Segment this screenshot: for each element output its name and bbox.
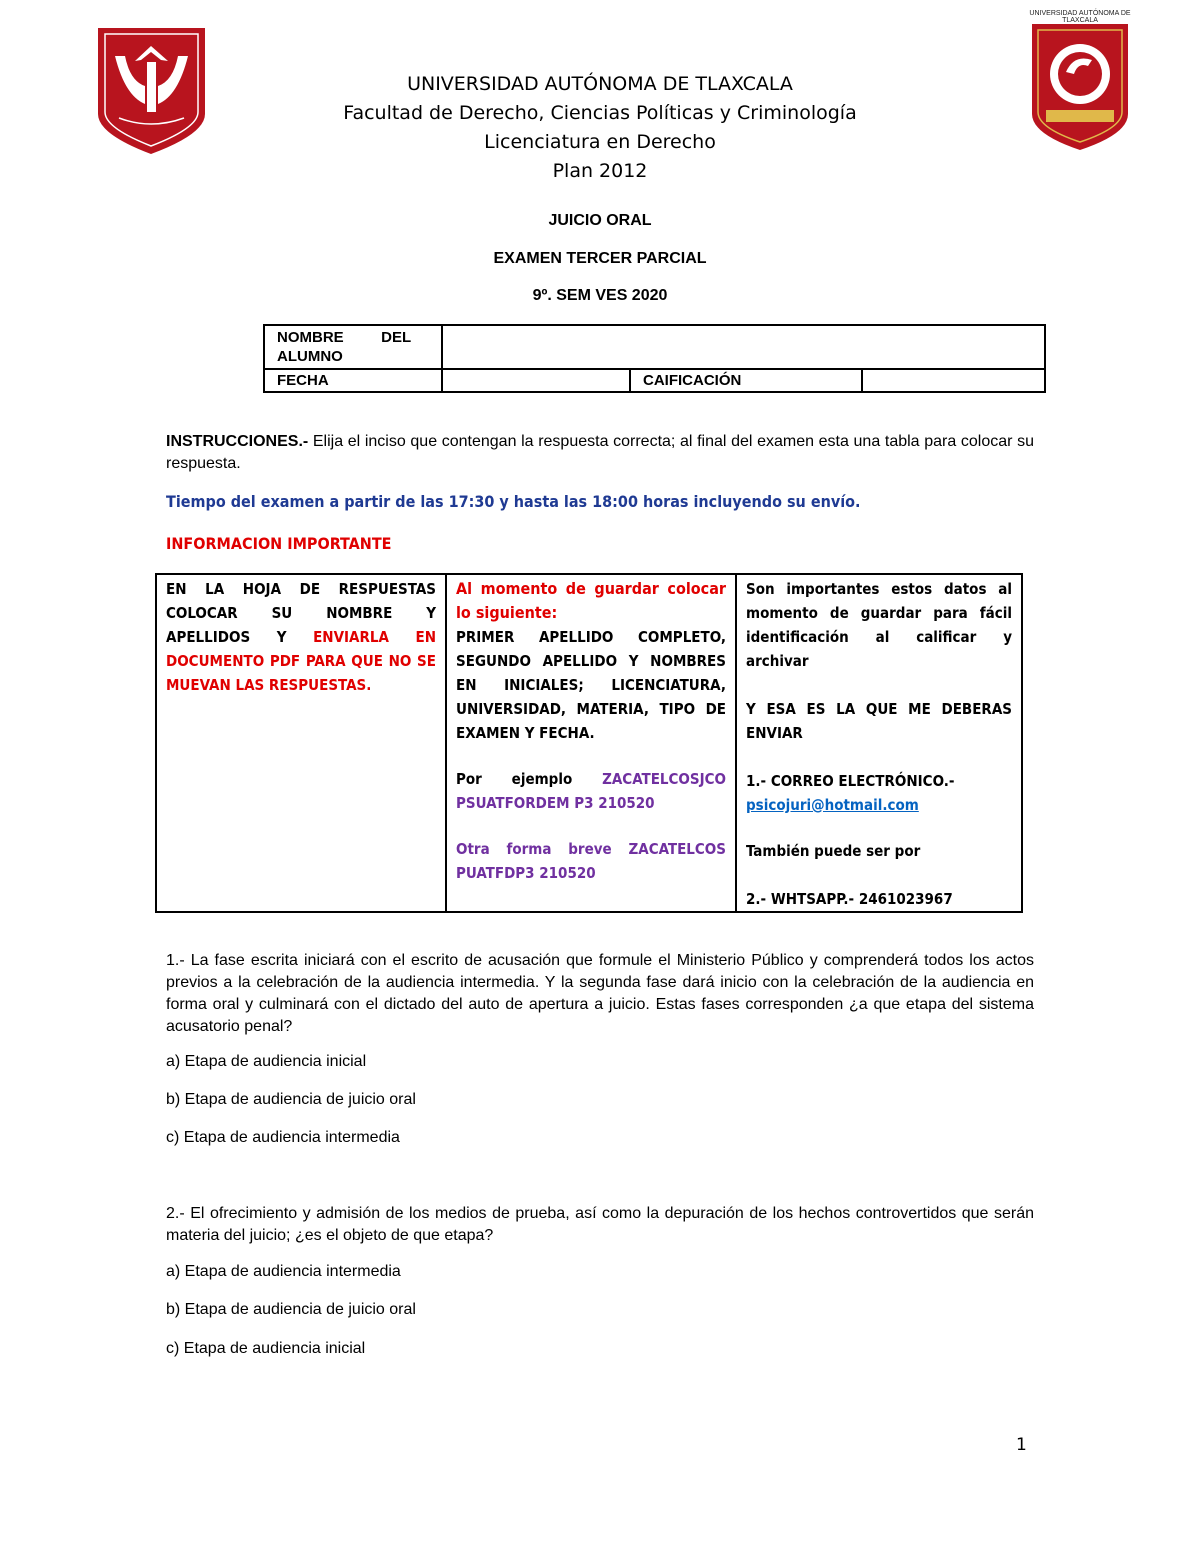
faculty-name: Facultad de Derecho, Ciencias Políticas y Criminología	[343, 102, 857, 124]
question-1: 1.- La fase escrita iniciará con el escrito de acusación que formule el Ministerio Público y comprenderá todos los actos previos a la celebración de la audiencia intermedia. Y la segunda fase dará inicio con la celebración de la audiencia en forma oral y culminará con el dictado del auto de apertura a juicio. Estas fases corresponden ¿a que etapa del sistema acusatorio penal?	[166, 952, 1034, 1035]
filename-short: Otra forma breve ZACATELCOS PUATFDP3 210520	[456, 840, 726, 882]
university-name: UNIVERSIDAD AUTÓNOMA DE TLAXCALA	[407, 73, 793, 95]
question-1-option-a: a) Etapa de audiencia inicial	[166, 1053, 367, 1070]
instructions	[166, 431, 1034, 475]
important-heading: INFORMACION IMPORTANTE	[166, 534, 392, 553]
question-1-option-c: c) Etapa de audiencia intermedia	[166, 1129, 400, 1146]
date-field[interactable]	[442, 369, 630, 392]
save-instruction: Al momento de guardar colocar lo siguiente:	[456, 579, 726, 622]
semester-label: 9º. SEM VES 2020	[532, 287, 668, 304]
contact-send: Y ESA ES LA QUE ME DEBERAS ENVIAR	[746, 700, 1012, 742]
subject-title: JUICIO ORAL	[548, 212, 652, 229]
question-2-option-c: c) Etapa de audiencia inicial	[166, 1340, 366, 1357]
date-label: FECHA	[264, 369, 442, 392]
info-cell-filename	[446, 574, 736, 912]
filename-example: Por ejemplo ZACATELCOSJCO PSUATFORDEM P3 210520	[456, 770, 726, 812]
instructions-label: INSTRUCCIONES.-	[166, 433, 309, 450]
page-number: 1	[1016, 1435, 1027, 1455]
student-form-table	[263, 324, 1046, 393]
info-table	[155, 573, 1023, 913]
time-notice: Tiempo del examen a partir de las 17:30 y hasta las 18:00 horas incluyendo su envío.	[166, 492, 861, 511]
info-cell-instructions: EN LA HOJA DE RESPUESTAS COLOCAR SU NOMBRE Y APELLIDOS Y ENVIARLA EN DOCUMENTO PDF PARA QUE NO SE MUEVAN LAS RESPUESTAS.	[156, 574, 446, 912]
exam-title: EXAMEN TERCER PARCIAL	[493, 250, 707, 267]
filename-format: PRIMER APELLIDO COMPLETO, SEGUNDO APELLIDO Y NOMBRES EN INICIALES; LICENCIATURA, UNIVERSIDAD, MATERIA, TIPO DE EXAMEN Y FECHA.	[456, 628, 726, 742]
email-link[interactable]: psicojuri@hotmail.com	[746, 796, 919, 814]
contact-intro: Son importantes estos datos al momento de guardar para fácil identificación al calificar y archivar	[746, 580, 1012, 670]
student-name-field[interactable]	[442, 325, 1045, 369]
email-label: 1.- CORREO ELECTRÓNICO.-	[746, 772, 955, 790]
question-2: 2.- El ofrecimiento y admisión de los medios de prueba, así como la depuración de los hechos controvertidos que serán materia del juicio; ¿es el objeto de que etapa?	[166, 1205, 1034, 1244]
whatsapp-contact: 2.- WHTSAPP.- 2461023967	[746, 890, 953, 908]
plan-name: Plan 2012	[552, 160, 648, 182]
question-2-option-b: b) Etapa de audiencia de juicio oral	[166, 1301, 416, 1318]
degree-name: Licenciatura en Derecho	[484, 131, 716, 153]
grade-field[interactable]	[862, 369, 1045, 392]
right-logo-caption: UNIVERSIDAD AUTÓNOMA DE TLAXCALA	[1029, 10, 1131, 24]
student-name-label: NOMBRE DEL ALUMNO	[264, 325, 442, 369]
question-1-option-b: b) Etapa de audiencia de juicio oral	[166, 1091, 416, 1108]
contact-also: También puede ser por	[746, 842, 921, 860]
grade-label: CAIFICACIÓN	[630, 369, 862, 392]
instructions-text: Elija el inciso que contengan la respuesta correcta; al final del examen esta una tabla para colocar su respuesta.	[166, 433, 1034, 472]
info-cell-contact	[736, 574, 1022, 912]
question-2-option-a: a) Etapa de audiencia intermedia	[166, 1263, 401, 1280]
